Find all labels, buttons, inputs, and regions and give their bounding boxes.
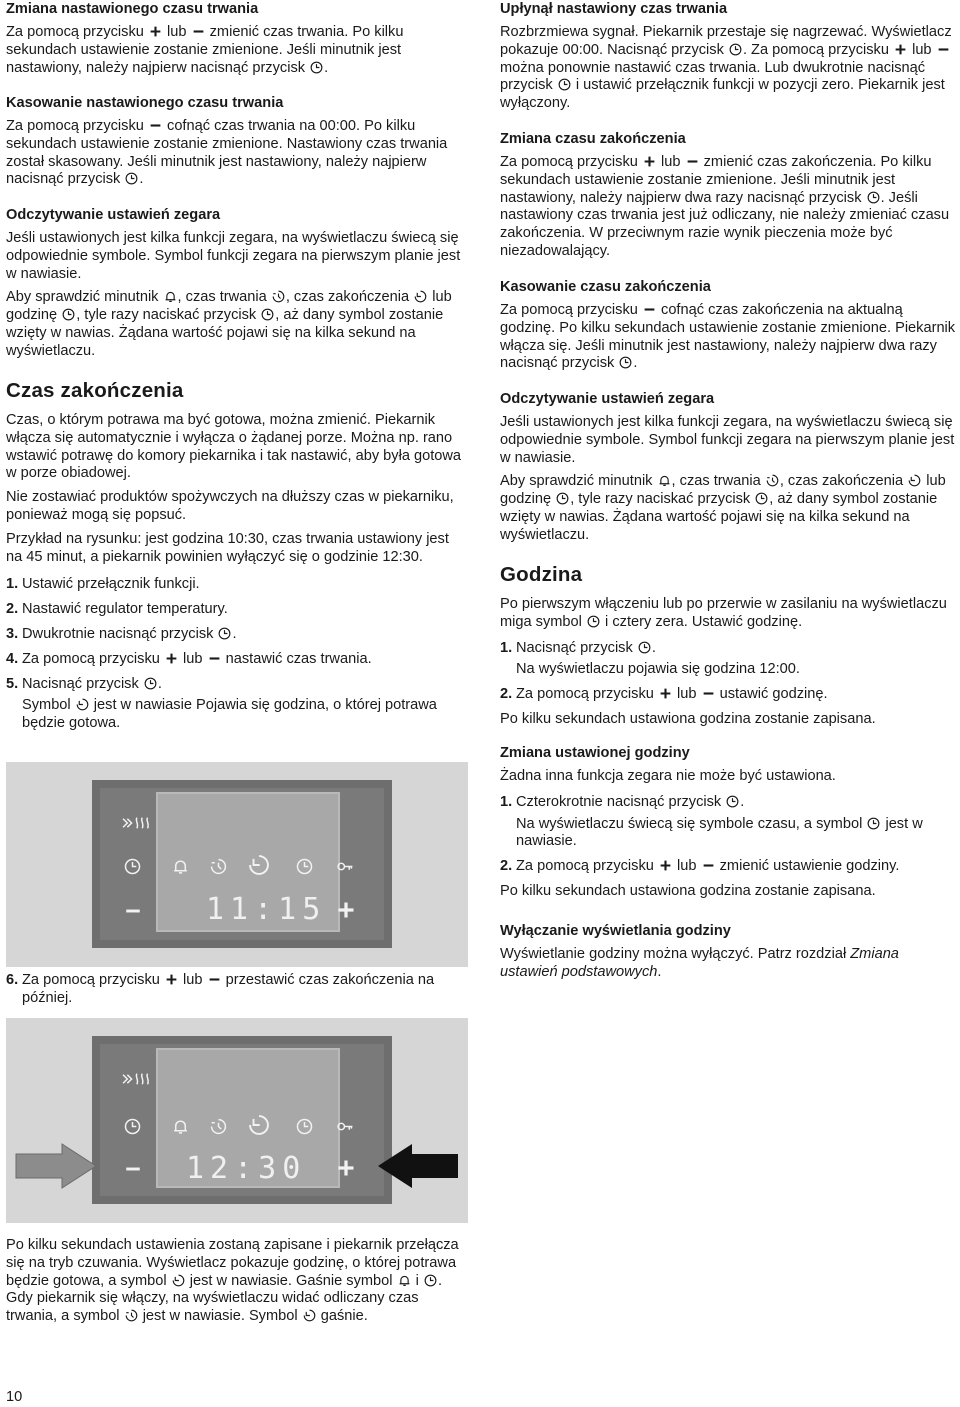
clock-icon bbox=[867, 817, 880, 830]
duration-icon bbox=[766, 474, 779, 487]
clock-icon bbox=[296, 1118, 313, 1135]
plus-icon bbox=[336, 900, 356, 920]
minus-icon bbox=[208, 973, 221, 986]
key-icon bbox=[336, 858, 354, 875]
clock-icon bbox=[726, 795, 739, 808]
end-time-icon bbox=[248, 1114, 270, 1136]
paragraph: Czas, o którym potrawa ma być gotowa, można zmienić. Piekarnik włącza się automatycznie i wyłącza o żądanej porze. Można np. rano wstawić potrawę do komory piekarnika i tak nastawić, aby była gotowa w porze obiadowej. bbox=[6, 412, 462, 482]
clock-icon bbox=[729, 43, 742, 56]
plus-icon bbox=[165, 973, 178, 986]
chapter-heading: Czas zakończenia bbox=[6, 379, 184, 402]
step-note: Symbol jest w nawiasie Pojawia się godzina, o której potrawa będzie gotowa. bbox=[22, 697, 437, 732]
clock-icon bbox=[124, 1118, 141, 1135]
clock-icon bbox=[424, 1274, 437, 1287]
arrow-left-pointer bbox=[14, 1142, 98, 1190]
duration-icon bbox=[210, 1118, 227, 1135]
end-time-icon bbox=[248, 854, 270, 876]
end-time-icon bbox=[414, 290, 427, 303]
clock-icon bbox=[144, 677, 157, 690]
paragraph: Przykład na rysunku: jest godzina 10:30, czas trwania ustawiony jest na 45 minut, a piekarnik powinien wyłączyć się o godzinie 12:30. bbox=[6, 530, 449, 565]
section-title: Kasowanie czasu zakończenia bbox=[500, 279, 711, 295]
clock-icon bbox=[558, 78, 571, 91]
control-panel-figure bbox=[6, 1018, 468, 1223]
minus-icon bbox=[192, 25, 205, 38]
control-panel-figure bbox=[6, 762, 468, 967]
paragraph: Rozbrzmiewa sygnał. Piekarnik przestaje się nagrzewać. Wyświetlacz pokazuje 00:00. Nacisnąć przycisk . Za pomocą przycisku lub można ponownie nastawić czas trwania. Lub dwukrotnie nacisnąć przycisk i ustawić przełącznik funkcji w pozycji zero. Piekarnik jest wyłączony. bbox=[500, 24, 952, 112]
paragraph: Nie zostawiać produktów spożywczych na dłuższy czas w piekarniku, ponieważ mogą się popsuć. bbox=[6, 489, 454, 523]
time-display: 11:15 bbox=[206, 892, 327, 927]
minus-icon bbox=[122, 1160, 144, 1178]
plus-icon bbox=[336, 1158, 356, 1178]
section-title: Kasowanie nastawionego czasu trwania bbox=[6, 95, 284, 111]
duration-icon bbox=[125, 1309, 138, 1322]
paragraph: Za pomocą przycisku lub zmienić czas trwania. Po kilku sekundach ustawienie zostanie zmienione. Jeśli minutnik jest nastawiony, należy najpierw nacisnąć przycisk . bbox=[6, 24, 404, 76]
time-display: 12:30 bbox=[186, 1151, 307, 1186]
bell-icon bbox=[658, 474, 671, 487]
clock-icon bbox=[310, 61, 323, 74]
paragraph: Jeśli ustawionych jest kilka funkcji zegara, na wyświetlaczu świecą się odpowiednie symbole. Symbol funkcji zegara na pierwszym planie jest w nawiasie. bbox=[6, 230, 461, 282]
section-title: Upłynął nastawiony czas trwania bbox=[500, 1, 728, 17]
end-time-icon bbox=[172, 1274, 185, 1287]
plus-icon bbox=[165, 652, 178, 665]
paragraph: Po pierwszym włączeniu lub po przerwie w zasilaniu na wyświetlaczu miga symbol i cztery zera. Ustawić godzinę. bbox=[500, 596, 947, 630]
section-title: Zmiana ustawionej godziny bbox=[500, 745, 690, 761]
clock-icon bbox=[755, 492, 768, 505]
step-note: Na wyświetlaczu świecą się symbole czasu, a symbol jest w nawiasie. bbox=[516, 815, 923, 850]
bell-icon bbox=[398, 1274, 411, 1287]
step-item: 6. Za pomocą przycisku lub przestawić czas zakończenia na później. bbox=[6, 972, 435, 1006]
paragraph: Po kilku sekundach ustawiona godzina zostanie zapisana. bbox=[500, 710, 876, 727]
step-item: 1. Czterokrotnie nacisnąć przycisk . Na wyświetlaczu świecą się symbole czasu, a symbol jest w nawiasie. bbox=[500, 794, 960, 851]
clock-icon bbox=[867, 191, 880, 204]
paragraph: Wyświetlanie godziny można wyłączyć. Patrz rozdział Zmiana ustawień podstawowych. bbox=[500, 946, 899, 980]
page-number: 10 bbox=[6, 1389, 23, 1405]
minus-icon bbox=[686, 155, 699, 168]
arrow-right-pointer bbox=[376, 1142, 460, 1190]
key-icon bbox=[336, 1118, 354, 1135]
bell-icon bbox=[172, 858, 189, 875]
duration-icon bbox=[210, 858, 227, 875]
clock-icon bbox=[124, 858, 141, 875]
chapter-heading: Godzina bbox=[500, 563, 583, 586]
clock-icon bbox=[638, 641, 651, 654]
section-title: Zmiana nastawionego czasu trwania bbox=[6, 1, 259, 17]
section-title: Odczytywanie ustawień zegara bbox=[500, 391, 715, 407]
plus-icon bbox=[149, 25, 162, 38]
plus-icon bbox=[659, 859, 672, 872]
paragraph: Aby sprawdzić minutnik , czas trwania , czas zakończenia lub godzinę , tyle razy naciskać przycisk , aż dany symbol zostanie wzięty w nawias. Żądana wartość pojawi się na kilka sekund na wyświetlaczu. bbox=[500, 473, 946, 543]
minus-icon bbox=[702, 687, 715, 700]
clock-icon bbox=[619, 356, 632, 369]
step-note: Na wyświetlaczu pojawia się godzina 12:00. bbox=[516, 661, 800, 678]
step-item: 2. Za pomocą przycisku lub ustawić godzinę. bbox=[500, 686, 828, 703]
paragraph: Za pomocą przycisku lub zmienić czas zakończenia. Po kilku sekundach ustawienie zostanie zmienione. Jeśli minutnik jest nastawiony, należy najpierw dwa razy nacisnąć przycisk . Jeśli nastawiony czas trwania jest już odliczany, nie należy zmieniać czasu zakończenia. W przeciwnym razie wynik pieczenia może być niezadowalający. bbox=[500, 154, 950, 259]
end-time-icon bbox=[76, 698, 89, 711]
section-title: Zmiana czasu zakończenia bbox=[500, 131, 686, 147]
step-item: 1. Nacisnąć przycisk . Na wyświetlaczu pojawia się godzina 12:00. bbox=[500, 640, 960, 680]
paragraph: Aby sprawdzić minutnik , czas trwania , czas zakończenia lub godzinę , tyle razy naciskać przycisk , aż dany symbol zostanie wzięty w nawias. Żądana wartość pojawi się na kilka sekund na wyświetlaczu. bbox=[6, 289, 452, 359]
minus-icon bbox=[702, 859, 715, 872]
clock-icon bbox=[556, 492, 569, 505]
heat-icon bbox=[122, 1070, 154, 1088]
plus-icon bbox=[894, 43, 907, 56]
paragraph: Za pomocą przycisku cofnąć czas trwania na 00:00. Po kilku sekundach ustawienie zostanie zmienione. Nastawiony czas trwania został skasowany. Jeśli minutnik jest nastawiony, należy najpierw nacisnąć przycisk . bbox=[6, 118, 448, 188]
paragraph: Po kilku sekundach ustawienia zostaną zapisane i piekarnik przełącza się na tryb czuwania. Wyświetlacz pokazuje godzinę, o której potrawa będzie gotowa, a symbol jest w nawiasie. Gaśnie symbol i . Gdy piekarnik się włączy, na wyświetlaczu widać odliczany czas trwania, a symbol jest w nawiasie. Symbol gaśnie. bbox=[6, 1237, 459, 1325]
minus-icon bbox=[122, 902, 144, 920]
plus-icon bbox=[643, 155, 656, 168]
cross-reference: Zmiana ustawień podstawowych bbox=[500, 946, 899, 980]
step-item: 2. Za pomocą przycisku lub zmienić ustawienie godziny. bbox=[500, 858, 900, 875]
clock-icon bbox=[261, 308, 274, 321]
clock-icon bbox=[125, 172, 138, 185]
end-time-icon bbox=[303, 1309, 316, 1322]
step-item: 3. Dwukrotnie nacisnąć przycisk . bbox=[6, 625, 237, 642]
paragraph: Po kilku sekundach ustawiona godzina zostanie zapisana. bbox=[500, 882, 876, 899]
clock-icon bbox=[218, 627, 231, 640]
paragraph: Żadna inna funkcja zegara nie może być ustawiona. bbox=[500, 768, 836, 784]
plus-icon bbox=[659, 687, 672, 700]
bell-icon bbox=[164, 290, 177, 303]
section-title: Wyłączanie wyświetlania godziny bbox=[500, 923, 731, 939]
heat-icon bbox=[122, 814, 154, 832]
minus-icon bbox=[937, 43, 950, 56]
clock-icon bbox=[587, 615, 600, 628]
minus-icon bbox=[208, 652, 221, 665]
step-item: 1. Ustawić przełącznik funkcji. bbox=[6, 576, 200, 593]
section-title: Odczytywanie ustawień zegara bbox=[6, 207, 221, 223]
step-item: 2. Nastawić regulator temperatury. bbox=[6, 601, 228, 618]
clock-icon bbox=[296, 858, 313, 875]
minus-icon bbox=[643, 303, 656, 316]
bell-icon bbox=[172, 1118, 189, 1135]
paragraph: Za pomocą przycisku cofnąć czas zakończenia na aktualną godzinę. Po kilku sekundach ustawienie zostanie zmienione. Piekarnik włącza się. Jeśli minutnik jest nastawiony, należy najpierw dwa razy nacisnąć przycisk . bbox=[500, 302, 956, 372]
paragraph: Jeśli ustawionych jest kilka funkcji zegara, na wyświetlaczu świecą się odpowiednie symbole. Symbol funkcji zegara na pierwszym planie jest w nawiasie. bbox=[500, 414, 955, 466]
step-item: 4. Za pomocą przycisku lub nastawić czas trwania. bbox=[6, 650, 372, 667]
clock-icon bbox=[62, 308, 75, 321]
end-time-icon bbox=[908, 474, 921, 487]
minus-icon bbox=[149, 119, 162, 132]
duration-icon bbox=[272, 290, 285, 303]
step-item: 5. Nacisnąć przycisk . Symbol jest w nawiasie Pojawia się godzina, o której potrawa będzie gotowa. bbox=[6, 676, 468, 733]
